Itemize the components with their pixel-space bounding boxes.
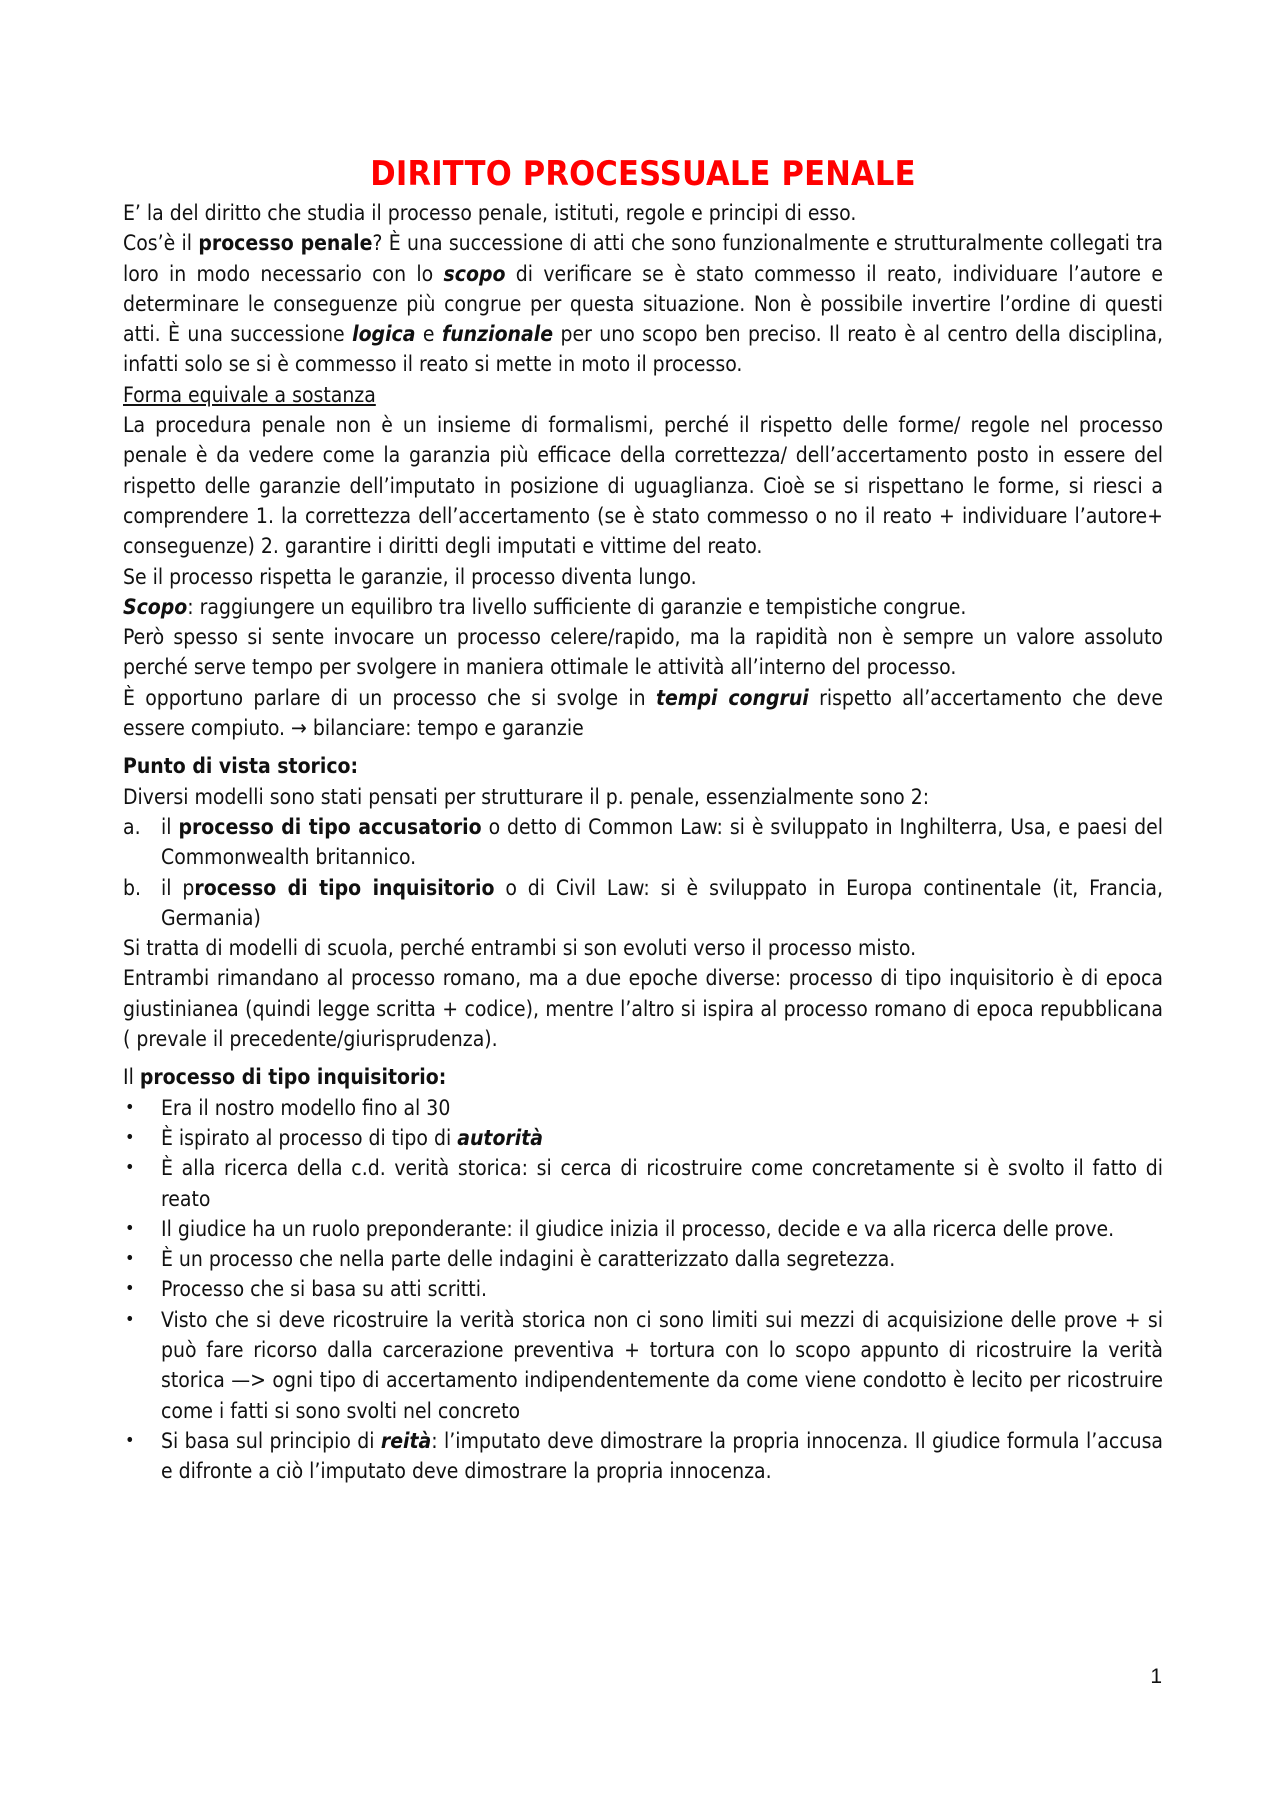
- list-item: • È ispirato al processo di tipo di autorità: [123, 1123, 1163, 1153]
- list-item: a. il processo di tipo accusatorio o detto di Common Law: si è sviluppato in Inghilterra, Usa, e paesi del Commonwealth britannico.: [123, 814, 1164, 870]
- list-item: • Visto che si deve ricostruire la verità storica non ci sono limiti sui mezzi di acquisizione delle prove + si può fare ricorso dalla carcerazione preventiva + tortura con lo scopo appunto di ricostruire la verità storica —> ogni tipo di accertamento indipendentemente da come viene condotto è lecito per ricostruire come i fatti si sono svolti nel concreto: [123, 1305, 1163, 1426]
- forma-paragraph-1: La procedura penale non è un insieme di formalismi, perché il rispetto delle forme/ regole nel processo penale è da vedere come la garanzia più efficace della correttezza/ dell’accertamento posto in essere del rispetto delle garanzie dell’imputato in posizione di uguaglianza. Cioè se si rispettano le forme, si riesci a comprendere 1. la correttezza dell’accertamento (se è stato commesso o no il reato + individuare l’autore+ conseguenze) 2. garantire i diritti degli imputati e vittime del reato.: [123, 413, 1163, 559]
- storico-paragraph-1: Diversi modelli sono stati pensati per strutturare il p. penale, essenzialmente sono 2:: [123, 784, 930, 809]
- storico-paragraph-2: Si tratta di modelli di scuola, perché entrambi si son evoluti verso il processo misto.: [123, 936, 917, 961]
- page-number: 1: [1150, 1665, 1162, 1688]
- bullet-icon: •: [125, 1217, 135, 1239]
- storico-paragraph-3: Entrambi rimandano al processo romano, ma a due epoche diverse: processo di tipo inquisitorio è di epoca giustinianea (quindi legge scritta + codice), mentre l’altro si ispira al processo romano di epoca repubblicana ( prevale il precedente/giurisprudenza).: [123, 966, 1163, 1052]
- bullet-icon: •: [125, 1429, 135, 1451]
- forma-paragraph-4: Però spesso si sente invocare un processo celere/rapido, ma la rapidità non è sempre un valore assoluto perché serve tempo per svolgere in maniera ottimale le attività all’interno del processo.: [123, 625, 1163, 680]
- bullet-icon: •: [125, 1096, 135, 1118]
- forma-paragraph-5: È opportuno parlare di un processo che si svolge in tempi congrui rispetto all’accertamento che deve essere compiuto. → bilanciare: tempo e garanzie: [123, 685, 1164, 741]
- forma-paragraph-3: Scopo: raggiungere un equilibro tra livello sufficiente di garanzie e tempistiche congrue.: [123, 594, 967, 619]
- list-item: • È un processo che nella parte delle indagini è caratterizzato dalla segretezza.: [123, 1244, 1163, 1274]
- inquisitorio-list: [123, 1093, 1163, 1487]
- list-item: b. il processo di tipo inquisitorio o di Civil Law: si è sviluppato in Europa continentale (it, Francia, Germania): [123, 875, 1163, 930]
- bullet-icon: •: [125, 1278, 135, 1300]
- bullet-icon: •: [125, 1157, 135, 1179]
- section-heading-inquisitorio: Il processo di tipo inquisitorio:: [123, 1065, 447, 1090]
- intro-paragraph-1: E’ la del diritto che studia il processo penale, istituti, regole e principi di esso.: [123, 201, 857, 225]
- list-item: • Si basa sul principio di reità: l’imputato deve dimostrare la propria innocenza. Il giudice formula l’accusa e difronte a ciò l’imputato deve dimostrare la propria innocenza.: [123, 1426, 1163, 1487]
- bullet-icon: •: [125, 1126, 135, 1148]
- bullet-icon: •: [125, 1308, 135, 1330]
- forma-paragraph-2: Se il processo rispetta le garanzie, il processo diventa lungo.: [123, 564, 697, 589]
- intro-paragraph-2: Cos’è il processo penale? È una successione di atti che sono funzionalmente e strutturalmente collegati tra loro in modo necessario con lo scopo di verificare se è stato commesso il reato, individuare l’autore e determinare le conseguenze più congrue per questa situazione. Non è possibile invertire l’ordine di questi atti. È una successione logica e funzionale per uno scopo ben preciso. Il reato è al centro della disciplina, infatti solo se si è commesso il reato si mette in moto il processo.: [123, 231, 1164, 377]
- list-item: • Processo che si basa su atti scritti.: [123, 1274, 1163, 1304]
- arrow-right-icon: →: [291, 716, 307, 741]
- list-item: • È alla ricerca della c.d. verità storica: si cerca di ricostruire come concretamente si è svolto il fatto di reato: [123, 1153, 1163, 1214]
- section-heading-storico: Punto di vista storico:: [123, 754, 359, 779]
- bullet-icon: •: [125, 1248, 135, 1270]
- section-heading-forma: Forma equivale a sostanza: [123, 382, 376, 407]
- list-item: • Era il nostro modello fino al 30: [123, 1093, 1163, 1123]
- models-list: [123, 812, 1163, 933]
- document-page: [123, 150, 1163, 1486]
- page-title: DIRITTO PROCESSUALE PENALE: [370, 154, 916, 194]
- list-item: • Il giudice ha un ruolo preponderante: il giudice inizia il processo, decide e va alla ricerca delle prove.: [123, 1214, 1163, 1244]
